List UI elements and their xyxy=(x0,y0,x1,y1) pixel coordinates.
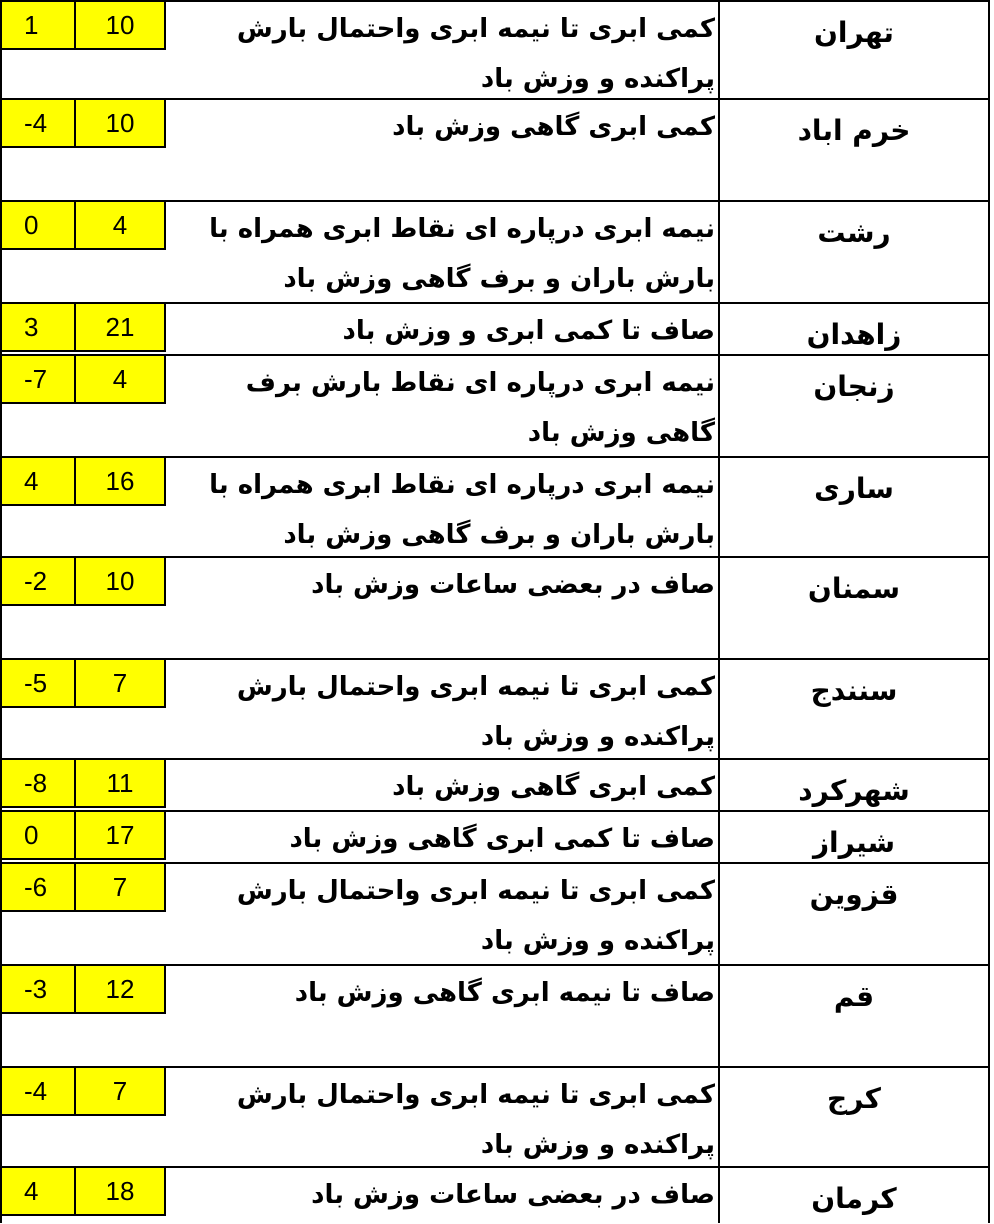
table-row xyxy=(0,202,990,304)
weather-description: کمی ابری تا نیمه ابری واحتمال بارش پراکنده و وزش باد xyxy=(236,672,715,752)
table-row xyxy=(0,458,990,558)
min-temperature: 0 xyxy=(2,812,76,860)
weather-description: صاف در بعضی ساعات وزش باد xyxy=(311,570,715,600)
weather-description: صاف تا نیمه ابری گاهی وزش باد xyxy=(294,978,715,1008)
weather-description: صاف در بعضی ساعات وزش باد xyxy=(311,1180,715,1210)
max-temperature: 10 xyxy=(76,2,166,50)
table-row xyxy=(0,966,990,1068)
table-row xyxy=(0,864,990,966)
weather-description: نیمه ابری درپاره ای نقاط بارش برف گاهی وزش باد xyxy=(245,368,715,448)
table-row xyxy=(0,1068,990,1168)
weather-description: کمی ابری تا نیمه ابری واحتمال بارش پراکنده و وزش باد xyxy=(236,14,715,94)
city-name: خرم اباد xyxy=(797,114,911,147)
min-temperature: 0 xyxy=(2,202,76,250)
table-row xyxy=(0,356,990,458)
table-row xyxy=(0,760,990,812)
max-temperature: 7 xyxy=(76,864,166,912)
min-temperature: -4 xyxy=(2,100,76,148)
min-temperature: -2 xyxy=(2,558,76,606)
city-name: تهران xyxy=(814,16,894,49)
min-temperature: -8 xyxy=(2,760,76,808)
city-name: زنجان xyxy=(813,370,895,403)
table-row xyxy=(0,304,990,356)
min-temperature: 3 xyxy=(2,304,76,352)
weather-description: کمی ابری تا نیمه ابری واحتمال بارش پراکنده و وزش باد xyxy=(236,1080,715,1160)
table-row xyxy=(0,1168,990,1223)
weather-description: کمی ابری گاهی وزش باد xyxy=(392,112,715,142)
weather-description: کمی ابری گاهی وزش باد xyxy=(392,772,715,802)
table-row xyxy=(0,558,990,660)
city-name: ساری xyxy=(814,472,894,505)
max-temperature: 18 xyxy=(76,1168,166,1216)
city-name: قم xyxy=(833,980,875,1013)
city-name: کرج xyxy=(827,1082,881,1115)
max-temperature: 21 xyxy=(76,304,166,352)
max-temperature: 17 xyxy=(76,812,166,860)
city-name: زاهدان xyxy=(806,318,902,351)
city-name: رشت xyxy=(817,216,891,249)
city-name: کرمان xyxy=(811,1182,897,1215)
city-name: شیراز xyxy=(812,826,896,859)
max-temperature: 10 xyxy=(76,558,166,606)
city-name: سمنان xyxy=(807,572,901,605)
city-name: شهرکرد xyxy=(798,774,910,807)
max-temperature: 4 xyxy=(76,202,166,250)
min-temperature: -7 xyxy=(2,356,76,404)
min-temperature: 4 xyxy=(2,458,76,506)
table-row xyxy=(0,812,990,864)
table-row xyxy=(0,660,990,760)
city-name: سنندج xyxy=(810,674,898,707)
max-temperature: 4 xyxy=(76,356,166,404)
min-temperature: -4 xyxy=(2,1068,76,1116)
max-temperature: 12 xyxy=(76,966,166,1014)
max-temperature: 10 xyxy=(76,100,166,148)
min-temperature: -5 xyxy=(2,660,76,708)
max-temperature: 16 xyxy=(76,458,166,506)
max-temperature: 7 xyxy=(76,1068,166,1116)
weather-description: نیمه ابری درپاره ای نقاط ابری همراه با بارش باران و برف گاهی وزش باد xyxy=(209,470,715,550)
table-row xyxy=(0,0,990,100)
max-temperature: 7 xyxy=(76,660,166,708)
min-temperature: 4 xyxy=(2,1168,76,1216)
city-name: قزوین xyxy=(809,878,899,911)
weather-description: صاف تا کمی ابری و وزش باد xyxy=(342,316,715,346)
table-row xyxy=(0,100,990,202)
weather-description: کمی ابری تا نیمه ابری واحتمال بارش پراکنده و وزش باد xyxy=(236,876,715,956)
max-temperature: 11 xyxy=(76,760,166,808)
weather-description: نیمه ابری درپاره ای نقاط ابری همراه با بارش باران و برف گاهی وزش باد xyxy=(209,214,715,294)
min-temperature: -6 xyxy=(2,864,76,912)
weather-description: صاف تا کمی ابری گاهی وزش باد xyxy=(289,824,715,854)
min-temperature: 1 xyxy=(2,2,76,50)
min-temperature: -3 xyxy=(2,966,76,1014)
